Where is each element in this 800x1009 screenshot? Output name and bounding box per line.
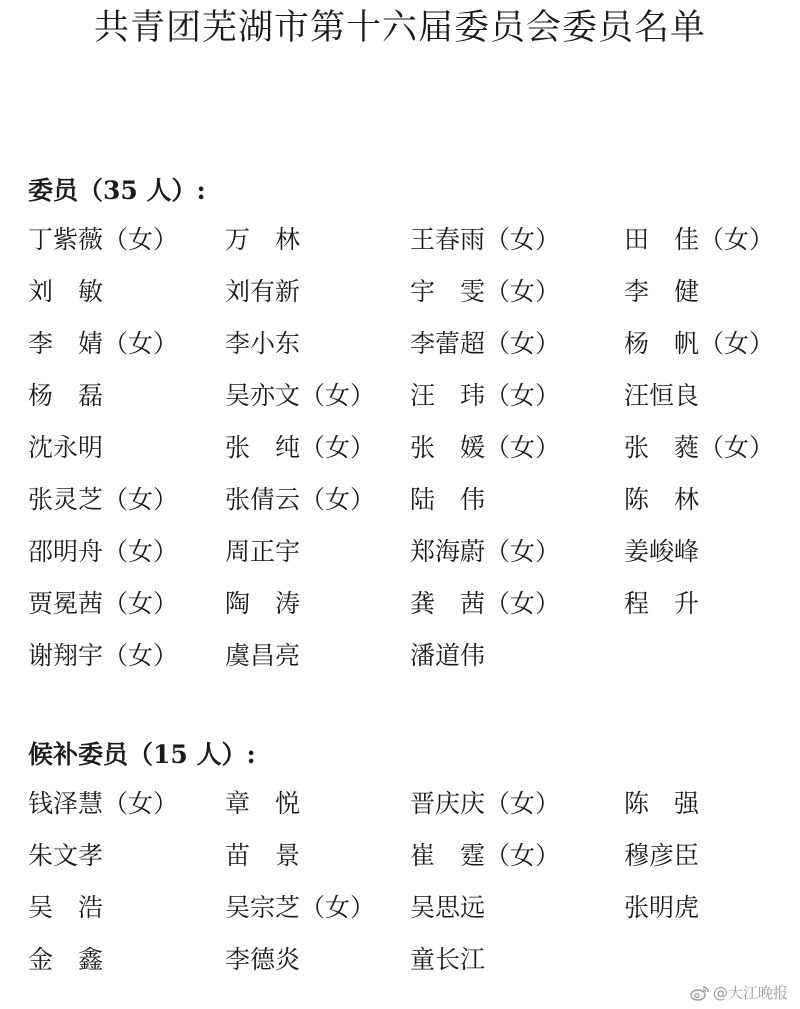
member-name: 李小东 [225, 329, 301, 358]
member-name: 丁紫薇（女） [28, 225, 179, 254]
member-name: 万 林 [225, 225, 301, 254]
member-name: 刘有新 [225, 277, 301, 306]
alternates-heading: 候补委员（15 人）: [28, 740, 256, 769]
member-name: 汪 玮（女） [410, 381, 561, 410]
alternate-name: 晋庆庆（女） [410, 789, 561, 818]
member-name: 陈 林 [624, 485, 700, 514]
alternate-name: 童长江 [410, 945, 486, 974]
alternate-name: 吴思远 [410, 893, 486, 922]
member-name: 杨 帆（女） [624, 329, 775, 358]
alternate-name: 章 悦 [225, 789, 301, 818]
alternate-name: 朱文孝 [28, 841, 104, 870]
member-name: 李 健 [624, 277, 700, 306]
member-name: 姜峻峰 [624, 537, 700, 566]
member-name: 虞昌亮 [225, 641, 301, 670]
alternate-name: 李德炎 [225, 945, 301, 974]
member-name: 宇 雯（女） [410, 277, 561, 306]
watermark-text: @大江晚报 [712, 984, 788, 1002]
member-name: 邵明舟（女） [28, 537, 179, 566]
member-name: 李 婧（女） [28, 329, 179, 358]
weibo-icon [690, 985, 710, 1001]
alternate-name: 张明虎 [624, 893, 700, 922]
member-name: 吴亦文（女） [225, 381, 376, 410]
member-name: 汪恒良 [624, 381, 700, 410]
alternate-name: 崔 霆（女） [410, 841, 561, 870]
member-name: 李蕾超（女） [410, 329, 561, 358]
watermark [690, 982, 788, 1003]
member-name: 潘道伟 [410, 641, 486, 670]
member-name: 刘 敏 [28, 277, 104, 306]
alternate-name: 陈 强 [624, 789, 700, 818]
alternate-name: 穆彦臣 [624, 841, 700, 870]
member-name: 程 升 [624, 589, 700, 618]
member-name: 郑海蔚（女） [410, 537, 561, 566]
alternate-name: 金 鑫 [28, 945, 104, 974]
alternate-name: 苗 景 [225, 841, 301, 870]
member-name: 张 蕤（女） [624, 433, 775, 462]
members-heading: 委员（35 人）: [28, 176, 206, 205]
member-name: 张倩云（女） [225, 485, 376, 514]
member-name: 龚 茜（女） [410, 589, 561, 618]
member-name: 陶 涛 [225, 589, 301, 618]
member-name: 谢翔宇（女） [28, 641, 179, 670]
member-name: 杨 磊 [28, 381, 104, 410]
member-name: 张 纯（女） [225, 433, 376, 462]
member-name: 陆 伟 [410, 485, 486, 514]
member-name: 贾冕茜（女） [28, 589, 179, 618]
member-name: 田 佳（女） [624, 225, 775, 254]
member-name: 张灵芝（女） [28, 485, 179, 514]
member-name: 张 媛（女） [410, 433, 561, 462]
alternate-name: 钱泽慧（女） [28, 789, 179, 818]
document-title: 共青团芜湖市第十六届委员会委员名单 [93, 8, 706, 48]
member-name: 周正宇 [225, 537, 301, 566]
alternate-name: 吴 浩 [28, 893, 104, 922]
member-name: 沈永明 [28, 433, 104, 462]
alternate-name: 吴宗芝（女） [225, 893, 376, 922]
member-name: 王春雨（女） [410, 225, 561, 254]
